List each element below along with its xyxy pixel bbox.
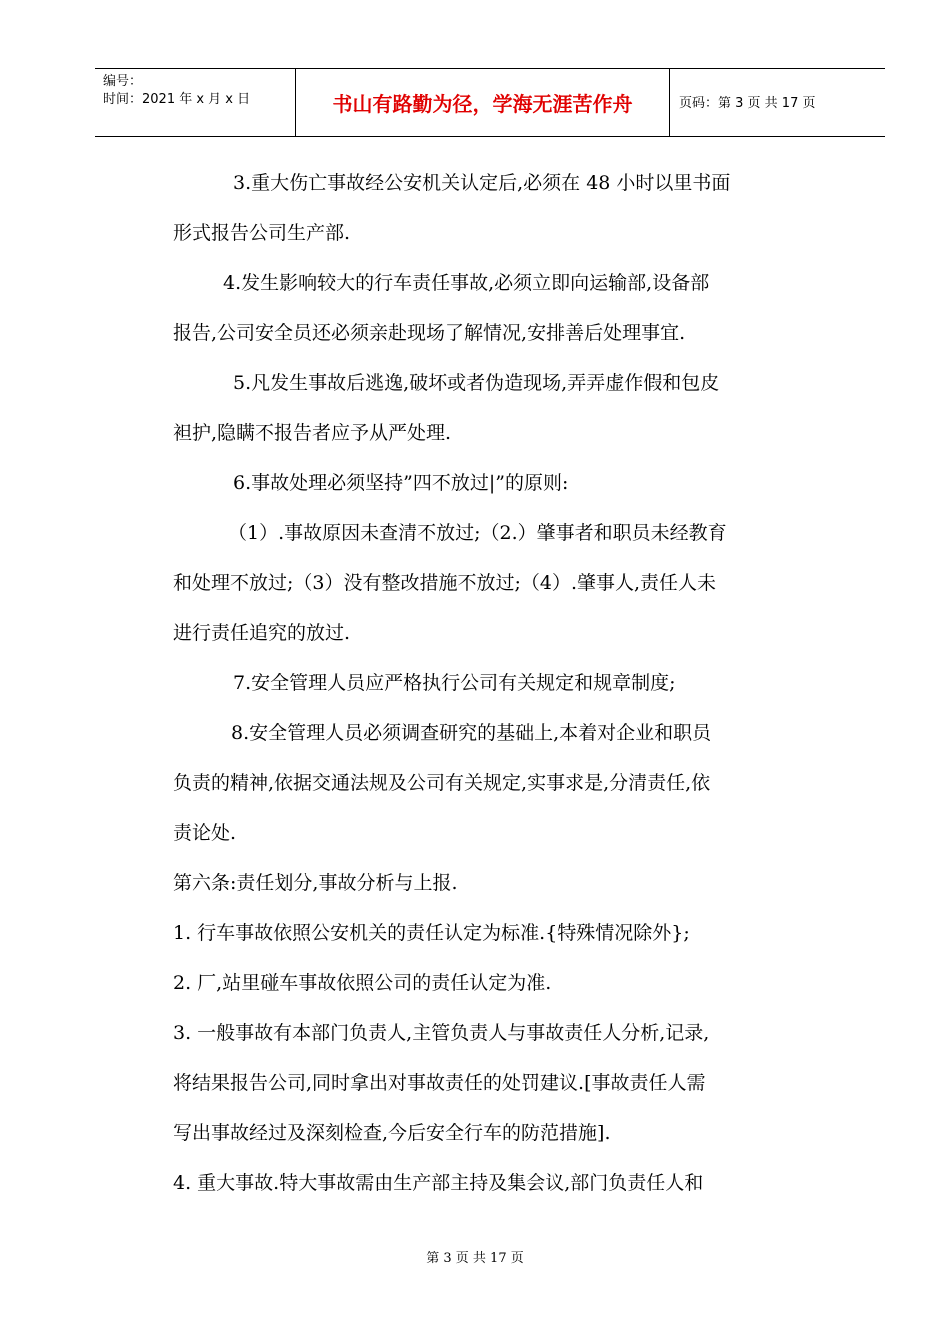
list-item: 2. 厂,站里碰车事故依照公司的责任认定为准. xyxy=(173,972,552,994)
header-motto-cell xyxy=(295,69,670,136)
paragraph-line: 报告,公司安全员还必须亲赴现场了解情况,安排善后处理事宜. xyxy=(173,322,686,344)
page-header xyxy=(95,68,885,137)
paragraph-line: 写出事故经过及深刻检查,今后安全行车的防范措施]. xyxy=(173,1122,611,1144)
header-info-cell xyxy=(95,69,295,136)
paragraph-line: 7.安全管理人员应严格执行公司有关规定和规章制度; xyxy=(233,672,676,694)
paragraph-line: 3.重大伤亡事故经公安机关认定后,必须在 48 小时以里书面 xyxy=(233,172,731,194)
list-item: 3. 一般事故有本部门负责人,主管负责人与事故责任人分析,记录, xyxy=(173,1022,710,1044)
paragraph-line: 负责的精神,依据交通法规及公司有关规定,实事求是,分清责任,依 xyxy=(173,772,711,794)
time-label: 时间：2021 年 x 月 x 日 xyxy=(103,92,251,107)
list-item: 4. 重大事故.特大事故需由生产部主持及集会议,部门负责任人和 xyxy=(173,1172,704,1194)
paragraph-line: 6.事故处理必须坚持”四不放过|”的原则: xyxy=(233,472,569,494)
paragraph-line: 形式报告公司生产部. xyxy=(173,222,351,244)
serial-number-label: 编号： xyxy=(103,74,143,89)
paragraph-line: 进行责任追究的放过. xyxy=(173,622,351,644)
paragraph-line: 责论处. xyxy=(173,822,237,844)
paragraph-line: 将结果报告公司,同时拿出对事故责任的处罚建议.[事故责任人需 xyxy=(173,1072,706,1094)
paragraph-line: 5.凡发生事故后逃逸,破坏或者伪造现场,弄弄虚作假和包皮 xyxy=(233,372,720,394)
paragraph-line: 8.安全管理人员必须调查研究的基础上,本着对企业和职员 xyxy=(231,722,712,744)
page-footer: 第 3 页 共 17 页 xyxy=(426,1251,524,1266)
header-page-label: 页码：第 3 页 共 17 页 xyxy=(679,96,816,111)
header-page-cell xyxy=(669,69,885,136)
paragraph-line: 袒护,隐瞒不报告者应予从严处理. xyxy=(173,422,452,444)
section-heading: 第六条:责任划分,事故分析与上报. xyxy=(173,872,458,894)
motto-text: 书山有路勤为径，学海无涯苦作舟 xyxy=(332,92,633,116)
paragraph-line: 4.发生影响较大的行车责任事故,必须立即向运输部,设备部 xyxy=(223,272,710,294)
list-item: 1. 行车事故依照公安机关的责任认定为标准.{特殊情况除外}; xyxy=(173,922,690,944)
paragraph-line: 和处理不放过;（3）没有整改措施不放过;（4）.肇事人,责任人未 xyxy=(173,572,717,594)
document-body xyxy=(173,158,813,1208)
paragraph-line: （1）.事故原因未查清不放过;（2.）肇事者和职员未经教育 xyxy=(228,522,727,544)
